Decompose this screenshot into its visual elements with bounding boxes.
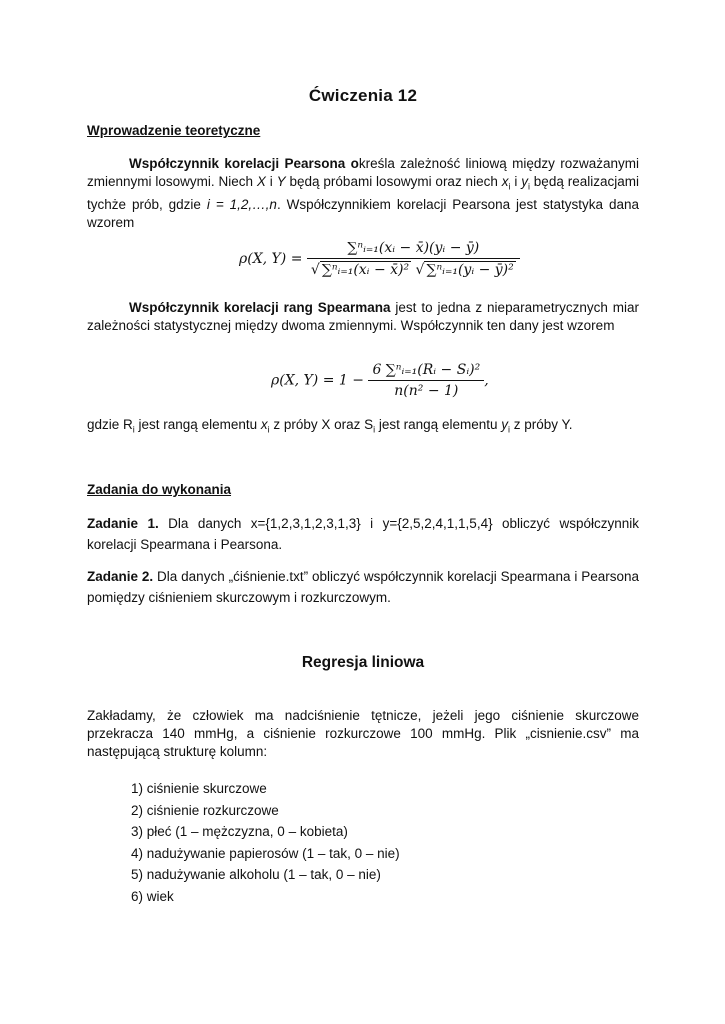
task-1-label: Zadanie 1. bbox=[87, 516, 159, 531]
var-y: y bbox=[521, 174, 528, 189]
conj-2: i bbox=[510, 174, 522, 189]
pearson-den-a: ∑ⁿᵢ₌₁(xᵢ − x̄)² bbox=[321, 262, 410, 278]
pearson-text-3: będą realizacjami tychże prób, gdzie bbox=[87, 174, 639, 212]
ranks-text-3: z próby X oraz S bbox=[269, 417, 374, 432]
spearman-lhs: ρ(X, Y) = 1 − bbox=[271, 372, 364, 389]
var-Y: Y bbox=[276, 174, 286, 189]
ranks-ysub: i bbox=[507, 424, 510, 435]
spearman-comma: , bbox=[484, 372, 489, 389]
page-title: Ćwiczenia 12 bbox=[308, 86, 418, 105]
tasks-heading: Zadania do wykonania bbox=[87, 482, 232, 497]
pearson-paragraph bbox=[87, 155, 639, 232]
pearson-text-2: będą próbami losowymi oraz niech bbox=[285, 174, 502, 189]
index-range: i = 1,2,…,n bbox=[206, 196, 277, 212]
var-X: X bbox=[256, 174, 266, 189]
list-item: 1) ciśnienie skurczowe bbox=[131, 781, 267, 796]
task-2-label: Zadanie 2. bbox=[87, 569, 154, 584]
ranks-text-1: gdzie R bbox=[87, 417, 133, 432]
ranks-x: x bbox=[260, 417, 268, 432]
spearman-denominator: n(n² − 1) bbox=[394, 383, 459, 399]
regression-paragraph: Zakładamy, że człowiek ma nadciśnienie tętnicze, jeżeli jego ciśnienie skurczowe przekracza 140 mmHg, a ciśnienie rozkurczowe 100 mmHg. Plik „cisnienie.csv” ma następującą strukturę kolumn: bbox=[87, 708, 639, 759]
spearman-text: jest to jedna z nieparametrycznych miar zależności statystycznej między dwoma zmiennymi. Współczynnik ten dany jest wzorem bbox=[87, 300, 639, 333]
spearman-paragraph bbox=[87, 299, 639, 335]
spearman-formula bbox=[271, 362, 489, 399]
list-item: 6) wiek bbox=[131, 888, 174, 904]
task-2-text: Dla danych „ćiśnienie.txt” obliczyć współczynnik korelacji Spearmana i Pearsona pomiędzy ciśnieniem skurczowym i rozkurczowym. bbox=[87, 569, 639, 605]
ranks-sub-2: i bbox=[373, 424, 376, 435]
ranks-y: y bbox=[501, 417, 508, 432]
sub-i-2: i bbox=[527, 181, 530, 192]
pearson-lhs: ρ(X, Y) = bbox=[239, 251, 303, 267]
regression-heading: Regresja liniowa bbox=[301, 654, 425, 671]
pearson-text-1: kreśla zależność liniową między rozważanymi zmiennymi losowymi. Niech bbox=[87, 156, 639, 189]
pearson-text-4: . Współczynnikiem korelacji Pearsona jest statystyka dana wzorem bbox=[87, 196, 639, 230]
ranks-paragraph bbox=[87, 416, 639, 439]
ranks-text-2: jest rangą elementu bbox=[134, 417, 261, 432]
pearson-den-b: ∑ⁿᵢ₌₁(yᵢ − ȳ)² bbox=[426, 262, 514, 278]
ranks-sub-1: i bbox=[132, 424, 135, 435]
ranks-text-4: jest rangą elementu bbox=[375, 417, 502, 432]
spearman-numerator: 6 ∑ⁿᵢ₌₁(Rᵢ − Sᵢ)² bbox=[368, 362, 484, 381]
task-2 bbox=[87, 566, 639, 608]
list-item: 4) nadużywanie papierosów (1 – tak, 0 – nie) bbox=[131, 845, 400, 861]
conj: i bbox=[265, 174, 277, 189]
pearson-formula bbox=[239, 240, 520, 278]
var-x: x bbox=[501, 174, 509, 189]
sub-i: i bbox=[508, 181, 511, 192]
pearson-denominator: √ ∑ⁿᵢ₌₁(xᵢ − x̄)² √ ∑ⁿᵢ₌₁(yᵢ − ȳ)² bbox=[310, 262, 514, 278]
ranks-xsub: i bbox=[267, 424, 270, 435]
list-item: 5) nadużywanie alkoholu (1 – tak, 0 – nie) bbox=[131, 867, 381, 882]
list-item: 3) płeć (1 – mężczyzna, 0 – kobieta) bbox=[131, 824, 348, 839]
intro-heading: Wprowadzenie teoretyczne bbox=[87, 123, 261, 138]
task-1-text: Dla danych x={1,2,3,1,2,3,1,3} i y={2,5,2,4,1,1,5,4} obliczyć współczynnik korelacji Spearmana i Pearsona. bbox=[87, 516, 639, 552]
spearman-term: Współczynnik korelacji rang Spearmana bbox=[129, 300, 391, 315]
ranks-text-5: z próby Y. bbox=[509, 417, 573, 432]
column-list bbox=[131, 778, 400, 907]
pearson-term: Współczynnik korelacji Pearsona o bbox=[129, 156, 359, 171]
list-item: 2) ciśnienie rozkurczowe bbox=[131, 802, 279, 818]
pearson-numerator: ∑ⁿᵢ₌₁(xᵢ − x̄)(yᵢ − ȳ) bbox=[307, 240, 520, 259]
task-1 bbox=[87, 513, 639, 555]
